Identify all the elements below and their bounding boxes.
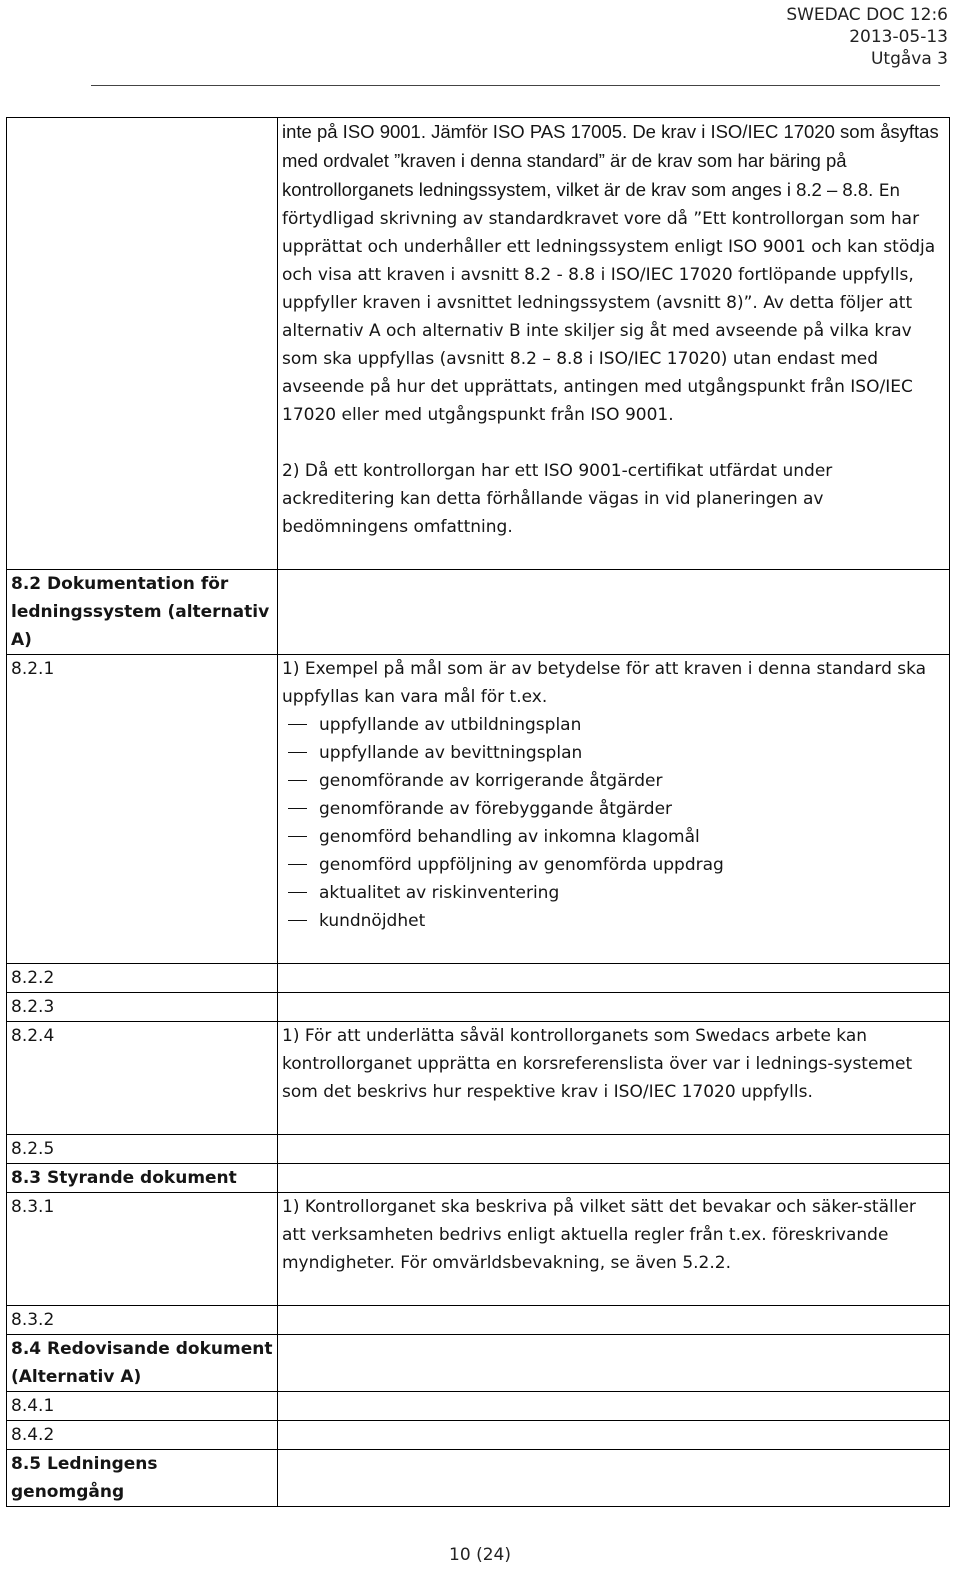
paragraph-clarification: En förtydligad skrivning av standardkravet vore då ”Ett kontrollorgan som har upprättat och underhåller ett ledningssystem enligt ISO 9001 och kan stödja och visa att kraven i avsnitt 8.2 - 8.8 i ISO/IEC 17020 fortlöpande uppfylls, uppfyller kraven i avsnittet ledningssystem (avsnitt 8)”. Av detta följer att alternativ A och alternativ B inte skiljer sig åt med avseende på vilka krav som ska uppfyllas (avsnitt 8.2 – 8.8 i ISO/IEC 17020) utan endast med avseende på hur det upprättats, antingen med utgångspunkt från ISO/IEC 17020 eller med utgångspunkt från ISO 9001.	[282, 181, 936, 425]
dash-bullet-icon	[288, 920, 307, 921]
list-item: genomförd uppföljning av genomförda uppdrag	[282, 851, 945, 879]
section-heading: 8.5 Ledningens genomgång	[7, 1450, 278, 1507]
table-row	[7, 993, 950, 1022]
page-header	[786, 4, 948, 70]
dash-bullet-icon	[288, 864, 307, 865]
row-content-cell	[278, 1421, 950, 1450]
row-content-cell	[278, 1335, 950, 1392]
list-item: kundnöjdhet	[282, 907, 945, 935]
list-item: genomförande av förebyggande åtgärder	[282, 795, 945, 823]
row-label-cell	[7, 118, 278, 570]
list-item: uppfyllande av utbildningsplan	[282, 711, 945, 739]
note-monitoring: 1) Kontrollorganet ska beskriva på vilket sätt det bevakar och säker-ställer att verksamheten bedrivs enligt aktuella regler från t.ex. föreskrivande myndigheter. För omvärldsbevakning, se även 5.2.2.	[282, 1197, 916, 1273]
clause-number: 8.2.3	[7, 993, 278, 1022]
section-heading: 8.4 Redovisande dokument (Alternativ A)	[7, 1335, 278, 1392]
row-content-cell	[278, 570, 950, 655]
table-row	[7, 1392, 950, 1421]
dash-bullet-icon	[288, 808, 307, 809]
note-crossref: 1) För att underlätta såväl kontrollorganets som Swedacs arbete kan kontrollorganet upprätta en korsreferenslista över var i lednings-systemet som det beskrivs hur respektive krav i ISO/IEC 17020 uppfylls.	[282, 1026, 913, 1102]
table-row	[7, 1421, 950, 1450]
table-row	[7, 1193, 950, 1306]
row-content-cell	[278, 1193, 950, 1306]
list-item: genomförande av korrigerande åtgärder	[282, 767, 945, 795]
row-content-cell	[278, 993, 950, 1022]
goal-list	[282, 711, 945, 935]
row-content-cell	[278, 1022, 950, 1135]
clause-number: 8.4.2	[7, 1421, 278, 1450]
table-row	[7, 1164, 950, 1193]
table-row	[7, 118, 950, 570]
clause-number: 8.2.1	[7, 655, 278, 964]
table-row	[7, 964, 950, 993]
dash-bullet-icon	[288, 752, 307, 753]
dash-bullet-icon	[288, 892, 307, 893]
table-row	[7, 1306, 950, 1335]
section-heading: 8.2 Dokumentation för ledningssystem (alternativ A)	[7, 570, 278, 655]
table-row	[7, 1335, 950, 1392]
table-row	[7, 1135, 950, 1164]
section-heading: 8.3 Styrande dokument	[7, 1164, 278, 1193]
list-item: aktualitet av riskinventering	[282, 879, 945, 907]
row-content-cell	[278, 655, 950, 964]
row-content-cell	[278, 1306, 950, 1335]
clause-number: 8.3.2	[7, 1306, 278, 1335]
goal-intro: 1) Exempel på mål som är av betydelse för att kraven i denna standard ska uppfyllas kan vara mål för t.ex.	[282, 659, 927, 707]
row-content-cell	[278, 1164, 950, 1193]
row-content-cell	[278, 1450, 950, 1507]
list-item: uppfyllande av bevittningsplan	[282, 739, 945, 767]
table-row	[7, 1450, 950, 1507]
clause-number: 8.4.1	[7, 1392, 278, 1421]
row-content-cell	[278, 1392, 950, 1421]
page-number: 10 (24)	[449, 1545, 511, 1565]
table-row	[7, 570, 950, 655]
list-item: genomförd behandling av inkomna klagomål	[282, 823, 945, 851]
doc-date: 2013-05-13	[849, 27, 948, 47]
row-content-cell	[278, 964, 950, 993]
table-row	[7, 655, 950, 964]
doc-edition: Utgåva 3	[870, 49, 948, 69]
clause-number: 8.3.1	[7, 1193, 278, 1306]
dash-bullet-icon	[288, 724, 307, 725]
row-content-cell	[278, 1135, 950, 1164]
dash-bullet-icon	[288, 836, 307, 837]
requirements-table	[6, 117, 950, 1507]
header-rule	[91, 85, 940, 86]
clause-number: 8.2.2	[7, 964, 278, 993]
dash-bullet-icon	[288, 780, 307, 781]
row-content-cell	[278, 118, 950, 570]
clause-number: 8.2.4	[7, 1022, 278, 1135]
doc-id: SWEDAC DOC 12:6	[786, 5, 948, 25]
paragraph-continued: inte på ISO 9001. Jämför ISO PAS 17005. De krav i ISO/IEC 17020 som åsyftas med ordvalet ”kraven i denna standard” är de krav som har bäring på kontrollorganets ledningssystem, vilket är de krav som anges i 8.2 – 8.8.	[282, 121, 939, 200]
note-2: 2) Då ett kontrollorgan har ett ISO 9001-certifikat utfärdat under ackreditering kan detta förhållande vägas in vid planeringen av bedömningens omfattning.	[282, 461, 833, 537]
table-row	[7, 1022, 950, 1135]
clause-number: 8.2.5	[7, 1135, 278, 1164]
